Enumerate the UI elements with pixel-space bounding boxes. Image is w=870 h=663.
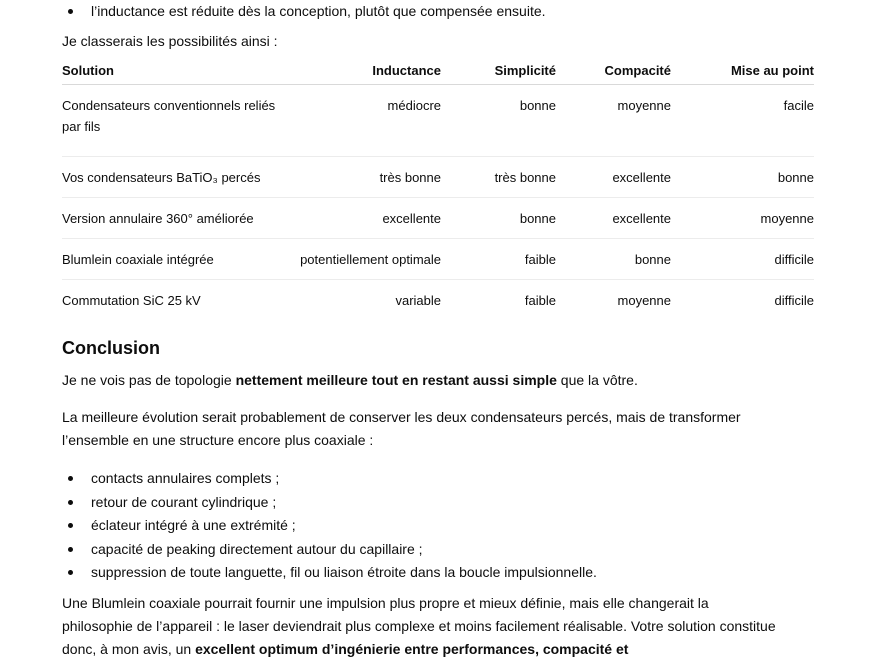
table-cell: variable: [395, 292, 441, 308]
list-item: retour de courant cylindrique ;: [62, 491, 597, 515]
text-run: que la vôtre.: [556, 372, 638, 388]
table-cell: potentiellement optimale: [284, 239, 441, 280]
list-item: suppression de toute languette, fil ou liaison étroite dans la boucle impulsionnelle.: [62, 561, 597, 585]
table-header-row: [62, 57, 814, 85]
table-cell: excellente: [556, 157, 671, 198]
table-cell: Blumlein coaxiale intégrée: [62, 239, 284, 280]
header-inductance: Inductance: [284, 57, 441, 85]
list-item: contacts annulaires complets ;: [62, 467, 597, 491]
header-compacite: Compacité: [556, 57, 671, 85]
table-cell: faible: [441, 239, 556, 280]
table-cell: moyenne: [617, 292, 671, 308]
table-cell: facile: [671, 85, 814, 157]
comparison-table: [62, 57, 814, 320]
table-cell: médiocre: [284, 85, 441, 157]
table-row: [62, 280, 814, 321]
table-cell: bonne: [441, 85, 556, 157]
bold-text: nettement meilleure tout en restant aussi simple: [235, 372, 557, 388]
table-cell: faible: [524, 292, 556, 308]
list-item: capacité de peaking directement autour du capillaire ;: [62, 538, 597, 562]
intro-text: Je classerais les possibilités ainsi :: [62, 33, 278, 49]
conclusion-paragraph-1: [62, 369, 638, 392]
table-cell: difficile: [774, 292, 814, 308]
header-solution: Solution: [62, 57, 284, 85]
header-mise-au-point: Mise au point: [671, 57, 814, 85]
table-cell: difficile: [671, 239, 814, 280]
conclusion-paragraph-3: [62, 592, 782, 661]
text-run: Une Blumlein coaxiale pourrait fournir une impulsion plus propre et mieux définie, mais elle changerait la philosophie de l’appareil : le laser deviendrait plus complexe et moins facilement réalisable. Votre solution constitue donc, à mon avis, un: [62, 595, 776, 657]
list-item: l’inductance est réduite dès la conception, plutôt que compensée ensuite.: [62, 0, 546, 23]
table-cell: moyenne: [556, 85, 671, 157]
improvement-bullet-list: [62, 467, 597, 585]
bold-text: excellent optimum d’ingénierie entre performances, compacité et: [195, 641, 629, 657]
table-cell: excellente: [284, 198, 441, 239]
table-cell: Condensateurs conventionnels reliés par fils: [62, 85, 284, 157]
table-row: [62, 239, 814, 280]
table-cell: bonne: [556, 239, 671, 280]
table-row: [62, 198, 814, 239]
header-simplicite: Simplicité: [441, 57, 556, 85]
table-cell: Version annulaire 360° améliorée: [62, 198, 284, 239]
table-cell: Vos condensateurs BaTiO₃ percés: [62, 157, 284, 198]
top-bullet-list: [62, 0, 546, 23]
conclusion-heading: Conclusion: [62, 338, 160, 358]
table-row: [62, 85, 814, 157]
table-row: [62, 157, 814, 198]
text-run: Je ne vois pas de topologie: [62, 372, 236, 388]
table-cell: moyenne: [671, 198, 814, 239]
table-cell: Commutation SiC 25 kV: [62, 292, 201, 308]
conclusion-paragraph-2: La meilleure évolution serait probablement de conserver les deux condensateurs percés, mais de transformer l’ensemble en une structure encore plus coaxiale :: [62, 409, 741, 448]
table-cell: très bonne: [441, 157, 556, 198]
table-cell: bonne: [671, 157, 814, 198]
table-cell: excellente: [556, 198, 671, 239]
list-item: éclateur intégré à une extrémité ;: [62, 514, 597, 538]
table-cell: très bonne: [284, 157, 441, 198]
table-cell: bonne: [441, 198, 556, 239]
